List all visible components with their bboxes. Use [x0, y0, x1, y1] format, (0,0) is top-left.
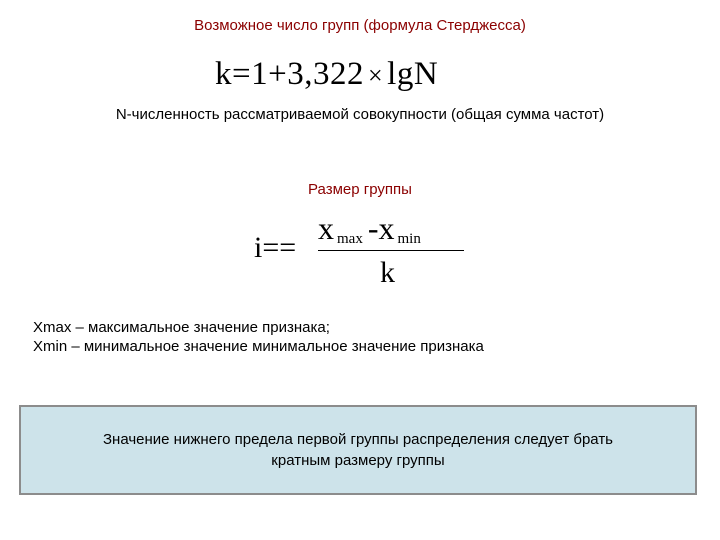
numerator-minus-x-min: -x: [367, 210, 395, 246]
xmax-definition: Xmax – максимальное значение признака;: [33, 319, 330, 336]
group-size-heading: Размер группы: [308, 181, 412, 198]
numerator-x-max: x: [318, 210, 334, 246]
xmin-definition: Xmin – минимальное значение минимальное значение признака: [33, 338, 484, 355]
group-size-formula-numerator: [318, 210, 421, 253]
subscript-max: max: [337, 231, 363, 247]
note-text: [38, 429, 678, 471]
sturges-formula: [215, 54, 438, 96]
subscript-min: min: [397, 231, 421, 247]
formula-k-rhs: lgN: [387, 56, 439, 92]
variable-legend: [33, 318, 484, 356]
n-definition: N-численность рассматриваемой совокупности (общая сумма частот): [115, 106, 605, 123]
group-size-formula-denominator: k: [380, 256, 395, 289]
note-line-1: Значение нижнего предела первой группы распределения следует брать: [103, 431, 613, 448]
note-box: [19, 405, 697, 495]
multiply-sign: ×: [367, 61, 384, 90]
sturges-heading: Возможное число групп (формула Стерджесса): [194, 17, 526, 34]
fraction-bar: [318, 250, 464, 251]
formula-k-lhs: k=1+3,322: [215, 56, 364, 92]
group-size-formula-lhs: i==: [254, 231, 297, 264]
note-line-2: кратным размеру группы: [271, 452, 445, 469]
